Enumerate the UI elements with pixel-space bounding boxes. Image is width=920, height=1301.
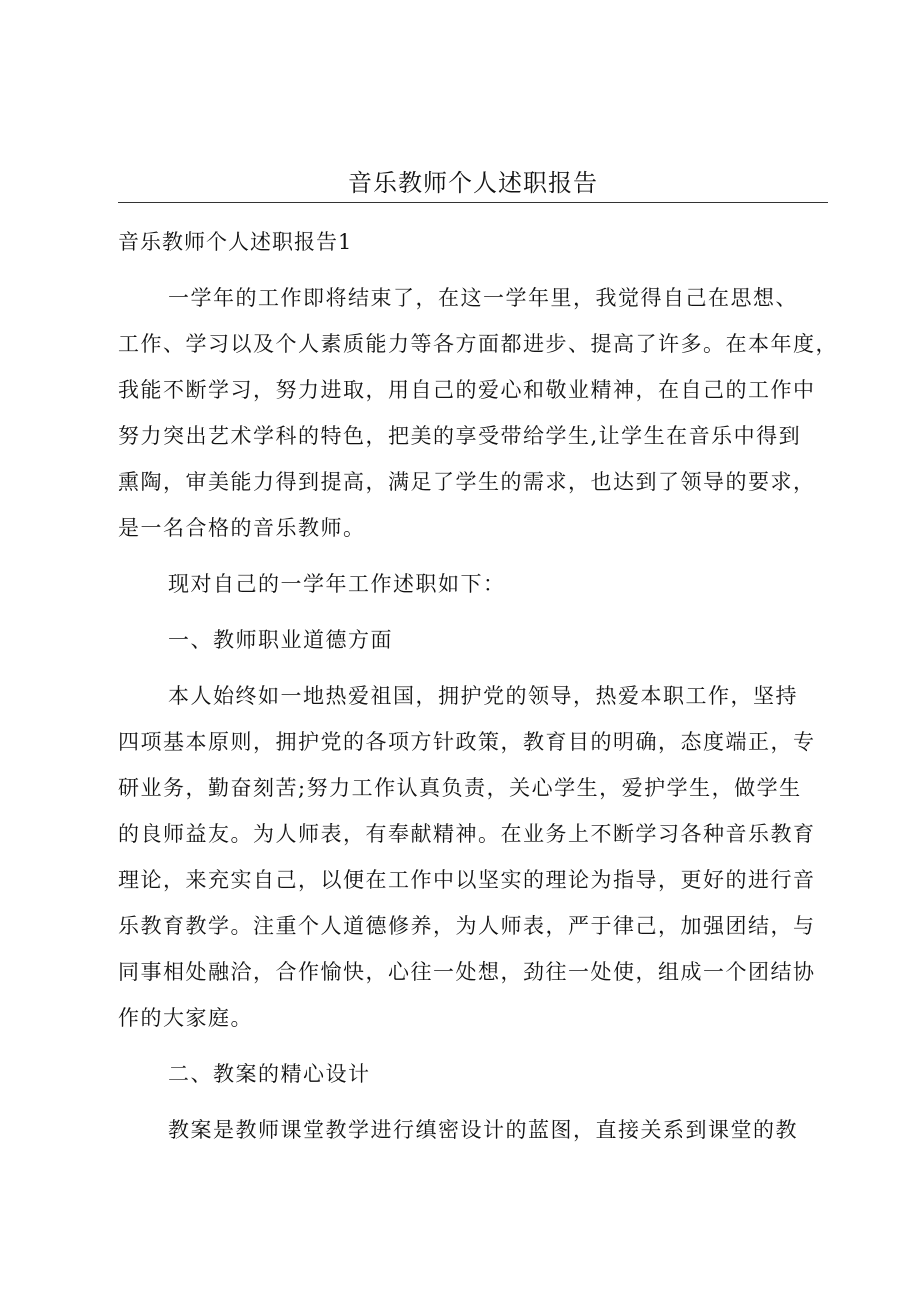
title-underline-rule — [118, 202, 828, 203]
body-text-line: 二、教案的精心设计 — [168, 1062, 371, 1086]
body-text-line: 四项基本原则，拥护党的各项方针政策，教育目的明确，态度端正，专 — [118, 730, 816, 754]
body-text-line: 一学年的工作即将结束了，在这一学年里，我觉得自己在思想、 — [168, 286, 798, 310]
body-text-line: 是一名合格的音乐教师。 — [118, 516, 366, 540]
body-text-line: 的良师益友。为人师表，有奉献精神。在业务上不断学习各种音乐教育 — [118, 822, 816, 846]
body-text-line: 理论，来充实自己，以便在工作中以坚实的理论为指导，更好的进行音 — [118, 868, 816, 892]
body-text-line: 一、教师职业道德方面 — [168, 628, 393, 652]
body-text-line: 教案是教师课堂教学进行缜密设计的蓝图，直接关系到课堂的教 — [168, 1118, 798, 1142]
body-text-line: 同事相处融洽，合作愉快，心往一处想，劲往一处使，组成一个团结协 — [118, 960, 816, 984]
body-text-line: 现对自己的一学年工作述职如下： — [168, 572, 506, 596]
document-body — [118, 219, 838, 1153]
body-text-line: 本人始终如一地热爱祖国，拥护党的领导，热爱本职工作，坚持 — [168, 684, 798, 708]
body-text-line: 研业务，勤奋刻苦;努力工作认真负责，关心学生，爱护学生，做学生 — [118, 776, 802, 800]
body-text-line: 工作、学习以及个人素质能力等各方面都进步、提高了许多。在本年度， — [118, 332, 838, 356]
body-text-line: 努力突出艺术学科的特色，把美的享受带给学生,让学生在音乐中得到 — [118, 424, 802, 448]
body-text-line: 熏陶，审美能力得到提高，满足了学生的需求，也达到了领导的要求， — [118, 470, 816, 494]
body-text-line: 乐教育教学。注重个人道德修养，为人师表，严于律己，加强团结，与 — [118, 914, 816, 938]
section-subtitle: 音乐教师个人述职报告1 — [118, 230, 353, 254]
body-text-line: 作的大家庭。 — [118, 1006, 253, 1030]
document-title: 音乐教师个人述职报告 — [348, 169, 598, 197]
body-text-line: 我能不断学习，努力进取，用自己的爱心和敬业精神，在自己的工作中 — [118, 378, 816, 402]
